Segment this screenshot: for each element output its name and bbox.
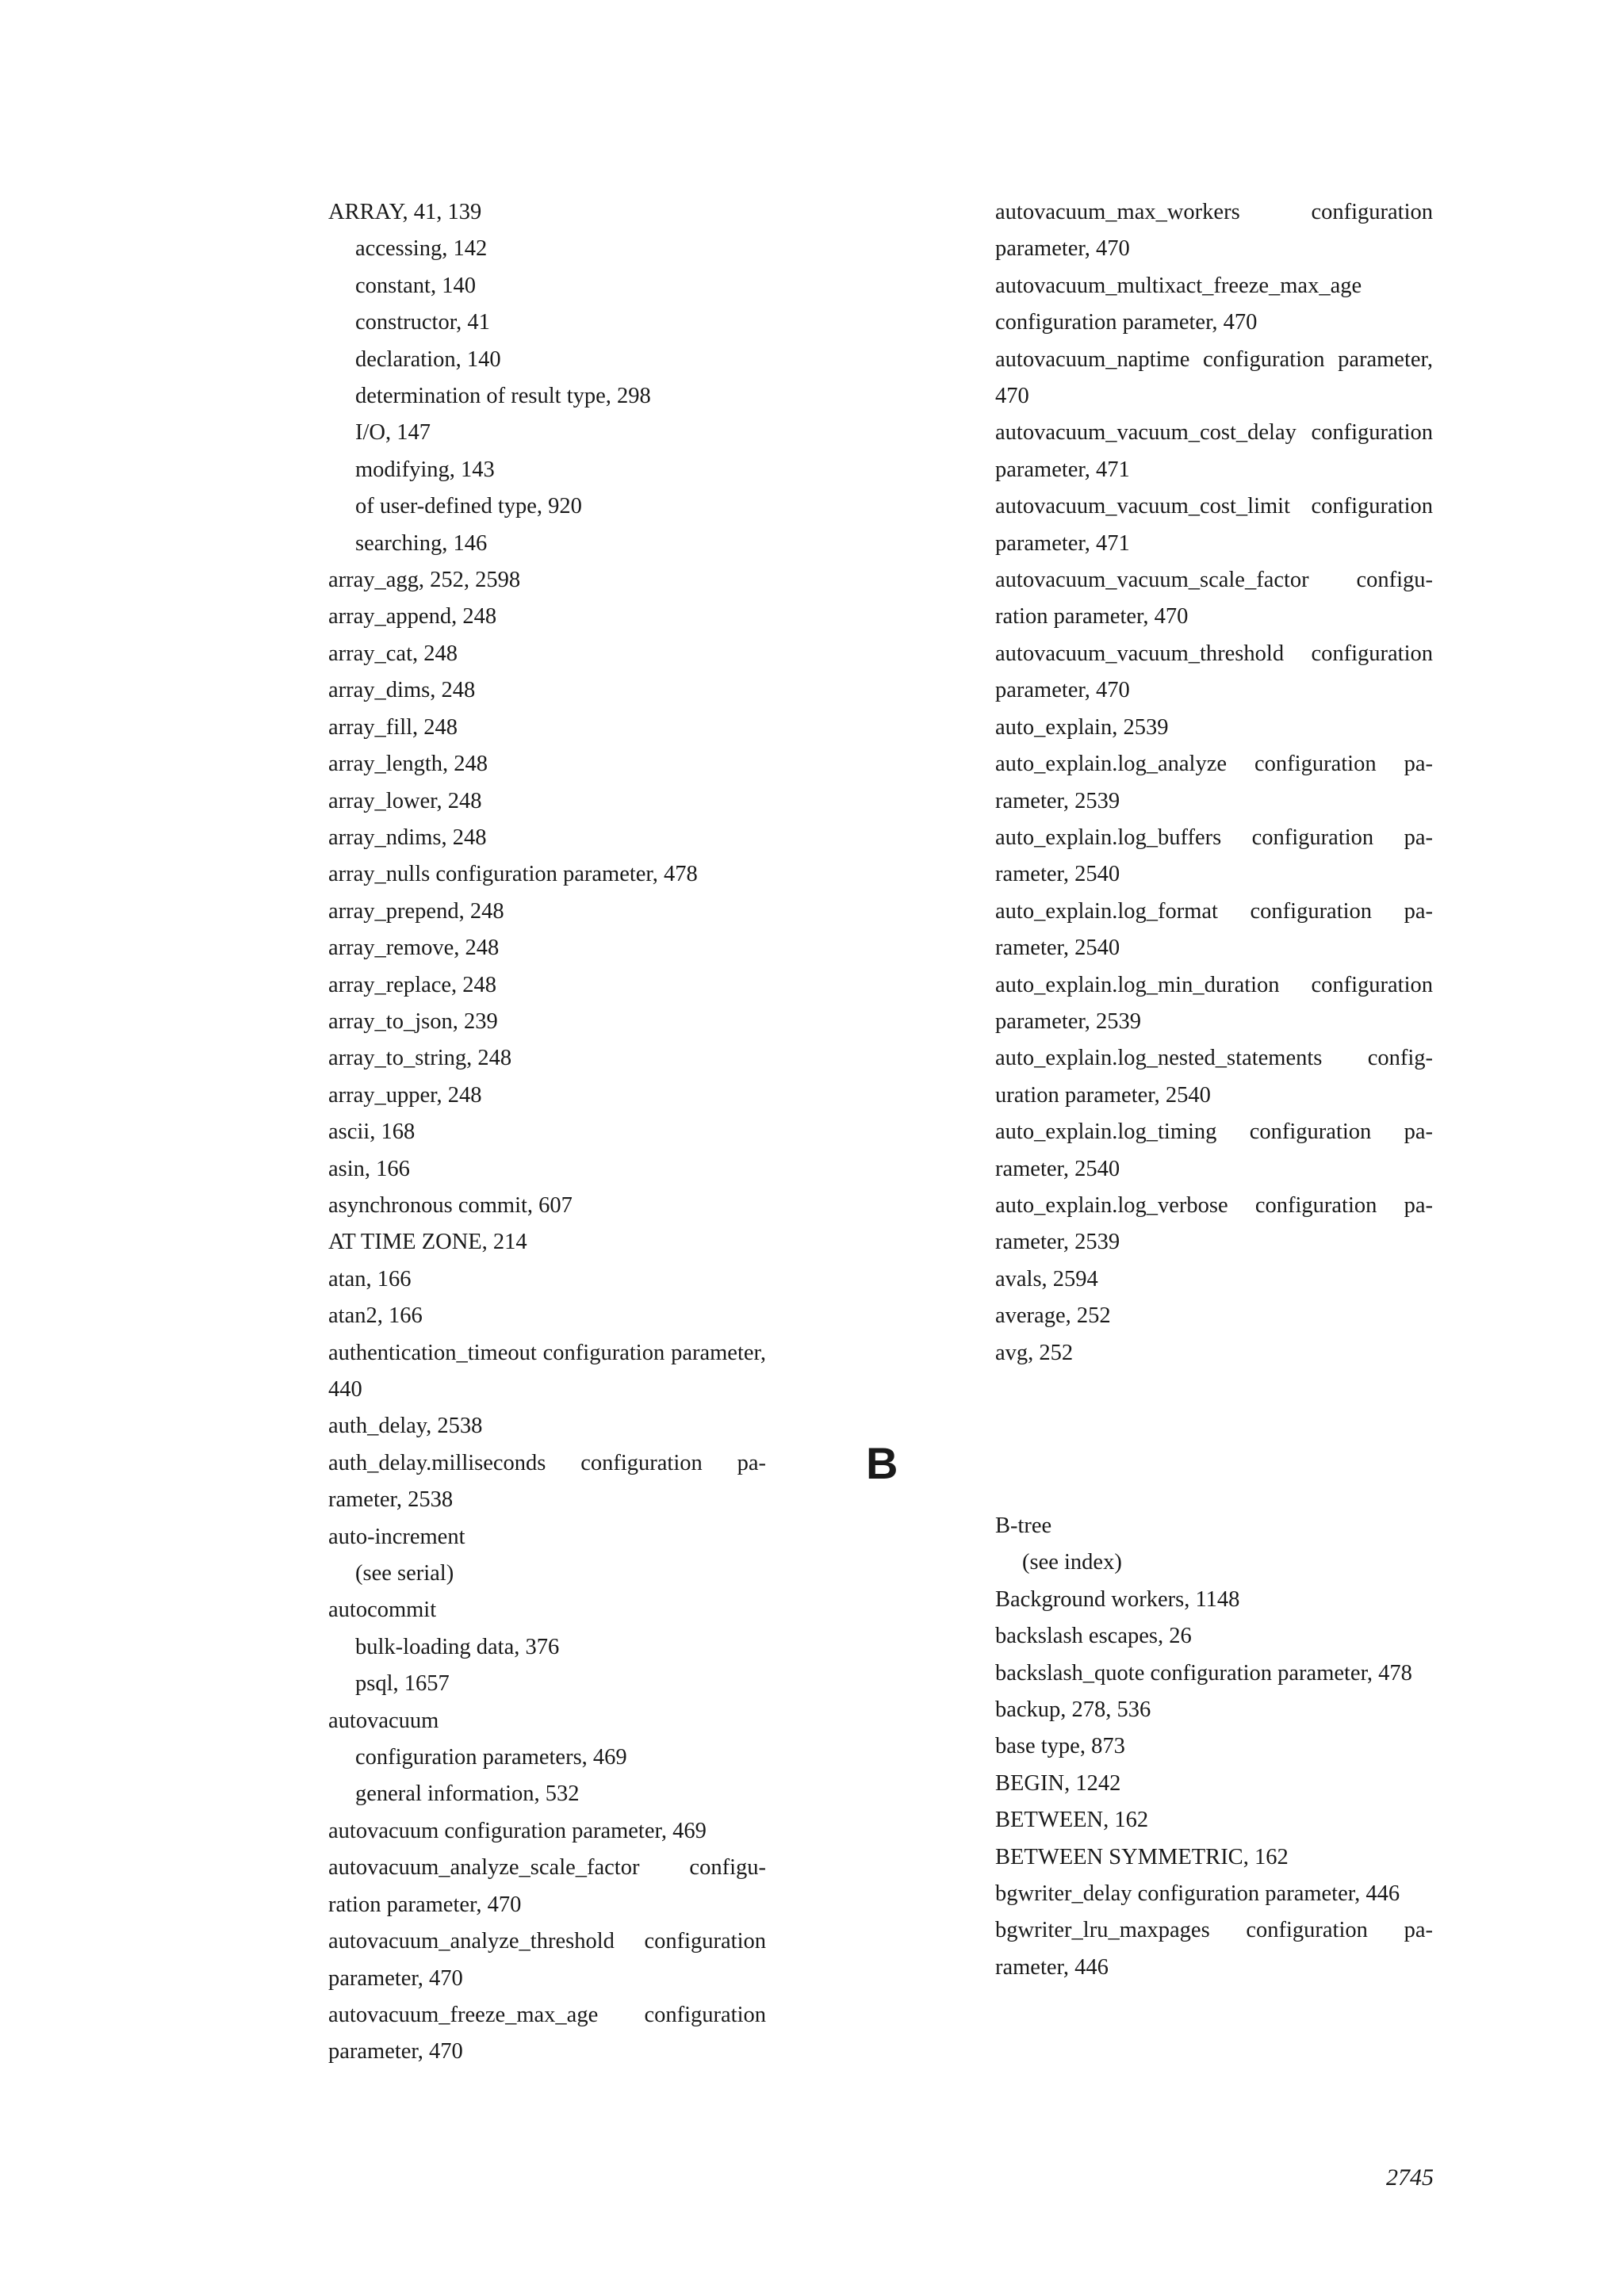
index-subentry: searching, 146 bbox=[355, 530, 488, 556]
index-entry: bgwriter_delay configuration parameter, 446 bbox=[995, 1881, 1400, 1907]
section-letter: B bbox=[866, 1438, 898, 1488]
index-entry: auto_explain, 2539 bbox=[995, 714, 1169, 740]
index-entry: asynchronous commit, 607 bbox=[328, 1192, 573, 1218]
index-entry: autocommit bbox=[328, 1598, 437, 1623]
index-entry: array_ndims, 248 bbox=[328, 825, 487, 850]
index-subentry: bulk-loading data, 376 bbox=[355, 1634, 560, 1659]
index-entry: auto-increment bbox=[328, 1524, 465, 1549]
page-number: 2745 bbox=[1386, 2164, 1434, 2191]
index-column-left bbox=[328, 194, 766, 2071]
index-subentry: (see index) bbox=[1022, 1550, 1122, 1575]
index-entry: authentication_timeout configuration parameter, 440 bbox=[328, 1340, 766, 1402]
index-entry: autovacuum_vacuum_cost_limit configuration parameter, 471 bbox=[995, 494, 1433, 556]
index-entry: array_remove, 248 bbox=[328, 936, 500, 961]
index-entry: auto_explain.log_format configuration parameter, 2540 bbox=[995, 898, 1433, 961]
index-group-b bbox=[995, 1508, 1433, 1986]
index-entry: backslash_quote configuration parameter, 478 bbox=[995, 1660, 1412, 1686]
index-entry: auto_explain.log_min_duration configuration parameter, 2539 bbox=[995, 972, 1433, 1034]
index-entry: autovacuum_vacuum_threshold configuration parameter, 470 bbox=[995, 641, 1433, 703]
index-subentry: determination of result type, 298 bbox=[355, 384, 651, 409]
index-entry: auto_explain.log_verbose configuration parameter, 2539 bbox=[995, 1192, 1433, 1255]
index-subentry: (see serial) bbox=[355, 1561, 454, 1586]
index-entry: AT TIME ZONE, 214 bbox=[328, 1230, 527, 1255]
index-entry: autovacuum_naptime configuration parameter, 470 bbox=[995, 346, 1433, 409]
index-entry: avg, 252 bbox=[995, 1340, 1074, 1365]
index-entry: auto_explain.log_timing configuration parameter, 2540 bbox=[995, 1119, 1433, 1181]
index-subentry: configuration parameters, 469 bbox=[355, 1745, 627, 1770]
index-entry: array_replace, 248 bbox=[328, 972, 497, 997]
index-entry: base type, 873 bbox=[995, 1734, 1125, 1759]
index-entry: autovacuum bbox=[328, 1708, 439, 1733]
index-entry: autovacuum_freeze_max_age configuration parameter, 470 bbox=[328, 2002, 766, 2064]
index-subentry: constructor, 41 bbox=[355, 310, 490, 335]
index-entry: auto_explain.log_analyze configuration parameter, 2539 bbox=[995, 752, 1433, 813]
index-subentry: of user-defined type, 920 bbox=[355, 494, 582, 519]
index-entry: autovacuum_analyze_scale_factor configuration parameter, 470 bbox=[328, 1855, 766, 1917]
index-entry: auth_delay.milliseconds configuration parameter, 2538 bbox=[328, 1450, 766, 1513]
index-entry: array_dims, 248 bbox=[328, 678, 476, 703]
index-subentry: constant, 140 bbox=[355, 273, 476, 298]
index-entry: atan2, 166 bbox=[328, 1303, 423, 1329]
index-entry: array_cat, 248 bbox=[328, 641, 458, 666]
index-entry: array_length, 248 bbox=[328, 752, 488, 777]
index-entry: bgwriter_lru_maxpages configuration parameter, 446 bbox=[995, 1918, 1433, 1980]
index-entry: ARRAY, 41, 139 bbox=[328, 200, 482, 224]
index-entry: auto_explain.log_buffers configuration parameter, 2540 bbox=[995, 825, 1433, 887]
index-entry: asin, 166 bbox=[328, 1156, 410, 1181]
index-entry: array_fill, 248 bbox=[328, 714, 458, 740]
index-entry: autovacuum_max_workers configuration parameter, 470 bbox=[995, 200, 1433, 262]
index-entry: array_upper, 248 bbox=[328, 1082, 482, 1108]
index-subentry: modifying, 143 bbox=[355, 457, 495, 482]
index-entry: array_agg, 252, 2598 bbox=[328, 568, 521, 593]
index-entry: BETWEEN, 162 bbox=[995, 1808, 1149, 1833]
index-subentry: psql, 1657 bbox=[355, 1671, 450, 1697]
index-entry: array_prepend, 248 bbox=[328, 898, 504, 924]
index-entry: B-tree bbox=[995, 1513, 1052, 1538]
index-entry: array_append, 248 bbox=[328, 604, 497, 629]
index-entry: autovacuum_vacuum_cost_delay configuration parameter, 471 bbox=[995, 420, 1433, 482]
index-subentry: accessing, 142 bbox=[355, 236, 488, 262]
index-entry: backslash escapes, 26 bbox=[995, 1624, 1192, 1649]
index-subentry: declaration, 140 bbox=[355, 346, 501, 372]
index-subentry: I/O, 147 bbox=[355, 420, 431, 446]
index-entry: autovacuum configuration parameter, 469 bbox=[328, 1818, 707, 1843]
index-entry: avals, 2594 bbox=[995, 1266, 1098, 1292]
index-column-right bbox=[995, 194, 1433, 1986]
index-entry: average, 252 bbox=[995, 1303, 1111, 1329]
index-entry: array_nulls configuration parameter, 478 bbox=[328, 862, 698, 887]
index-entry: Background workers, 1148 bbox=[995, 1586, 1240, 1612]
index-entry: BEGIN, 1242 bbox=[995, 1770, 1121, 1796]
index-entry: array_to_json, 239 bbox=[328, 1008, 498, 1034]
index-entry: autovacuum_vacuum_scale_factor configuration parameter, 470 bbox=[995, 568, 1433, 629]
index-entry: backup, 278, 536 bbox=[995, 1697, 1151, 1723]
index-entry: array_to_string, 248 bbox=[328, 1046, 512, 1071]
index-entry: BETWEEN SYMMETRIC, 162 bbox=[995, 1844, 1289, 1869]
index-subentry: general information, 532 bbox=[355, 1781, 580, 1807]
index-entry: array_lower, 248 bbox=[328, 788, 482, 813]
index-entry: auto_explain.log_nested_statements configuration parameter, 2540 bbox=[995, 1046, 1433, 1108]
index-entry: ascii, 168 bbox=[328, 1119, 416, 1145]
index-entry: atan, 166 bbox=[328, 1266, 412, 1292]
index-entry: auth_delay, 2538 bbox=[328, 1414, 483, 1439]
index-entry: autovacuum_analyze_threshold configuration parameter, 470 bbox=[328, 1929, 766, 1991]
index-entry: autovacuum_multixact_freeze_max_age configuration parameter, 470 bbox=[995, 273, 1362, 335]
index-group-a-continued bbox=[995, 194, 1433, 1372]
